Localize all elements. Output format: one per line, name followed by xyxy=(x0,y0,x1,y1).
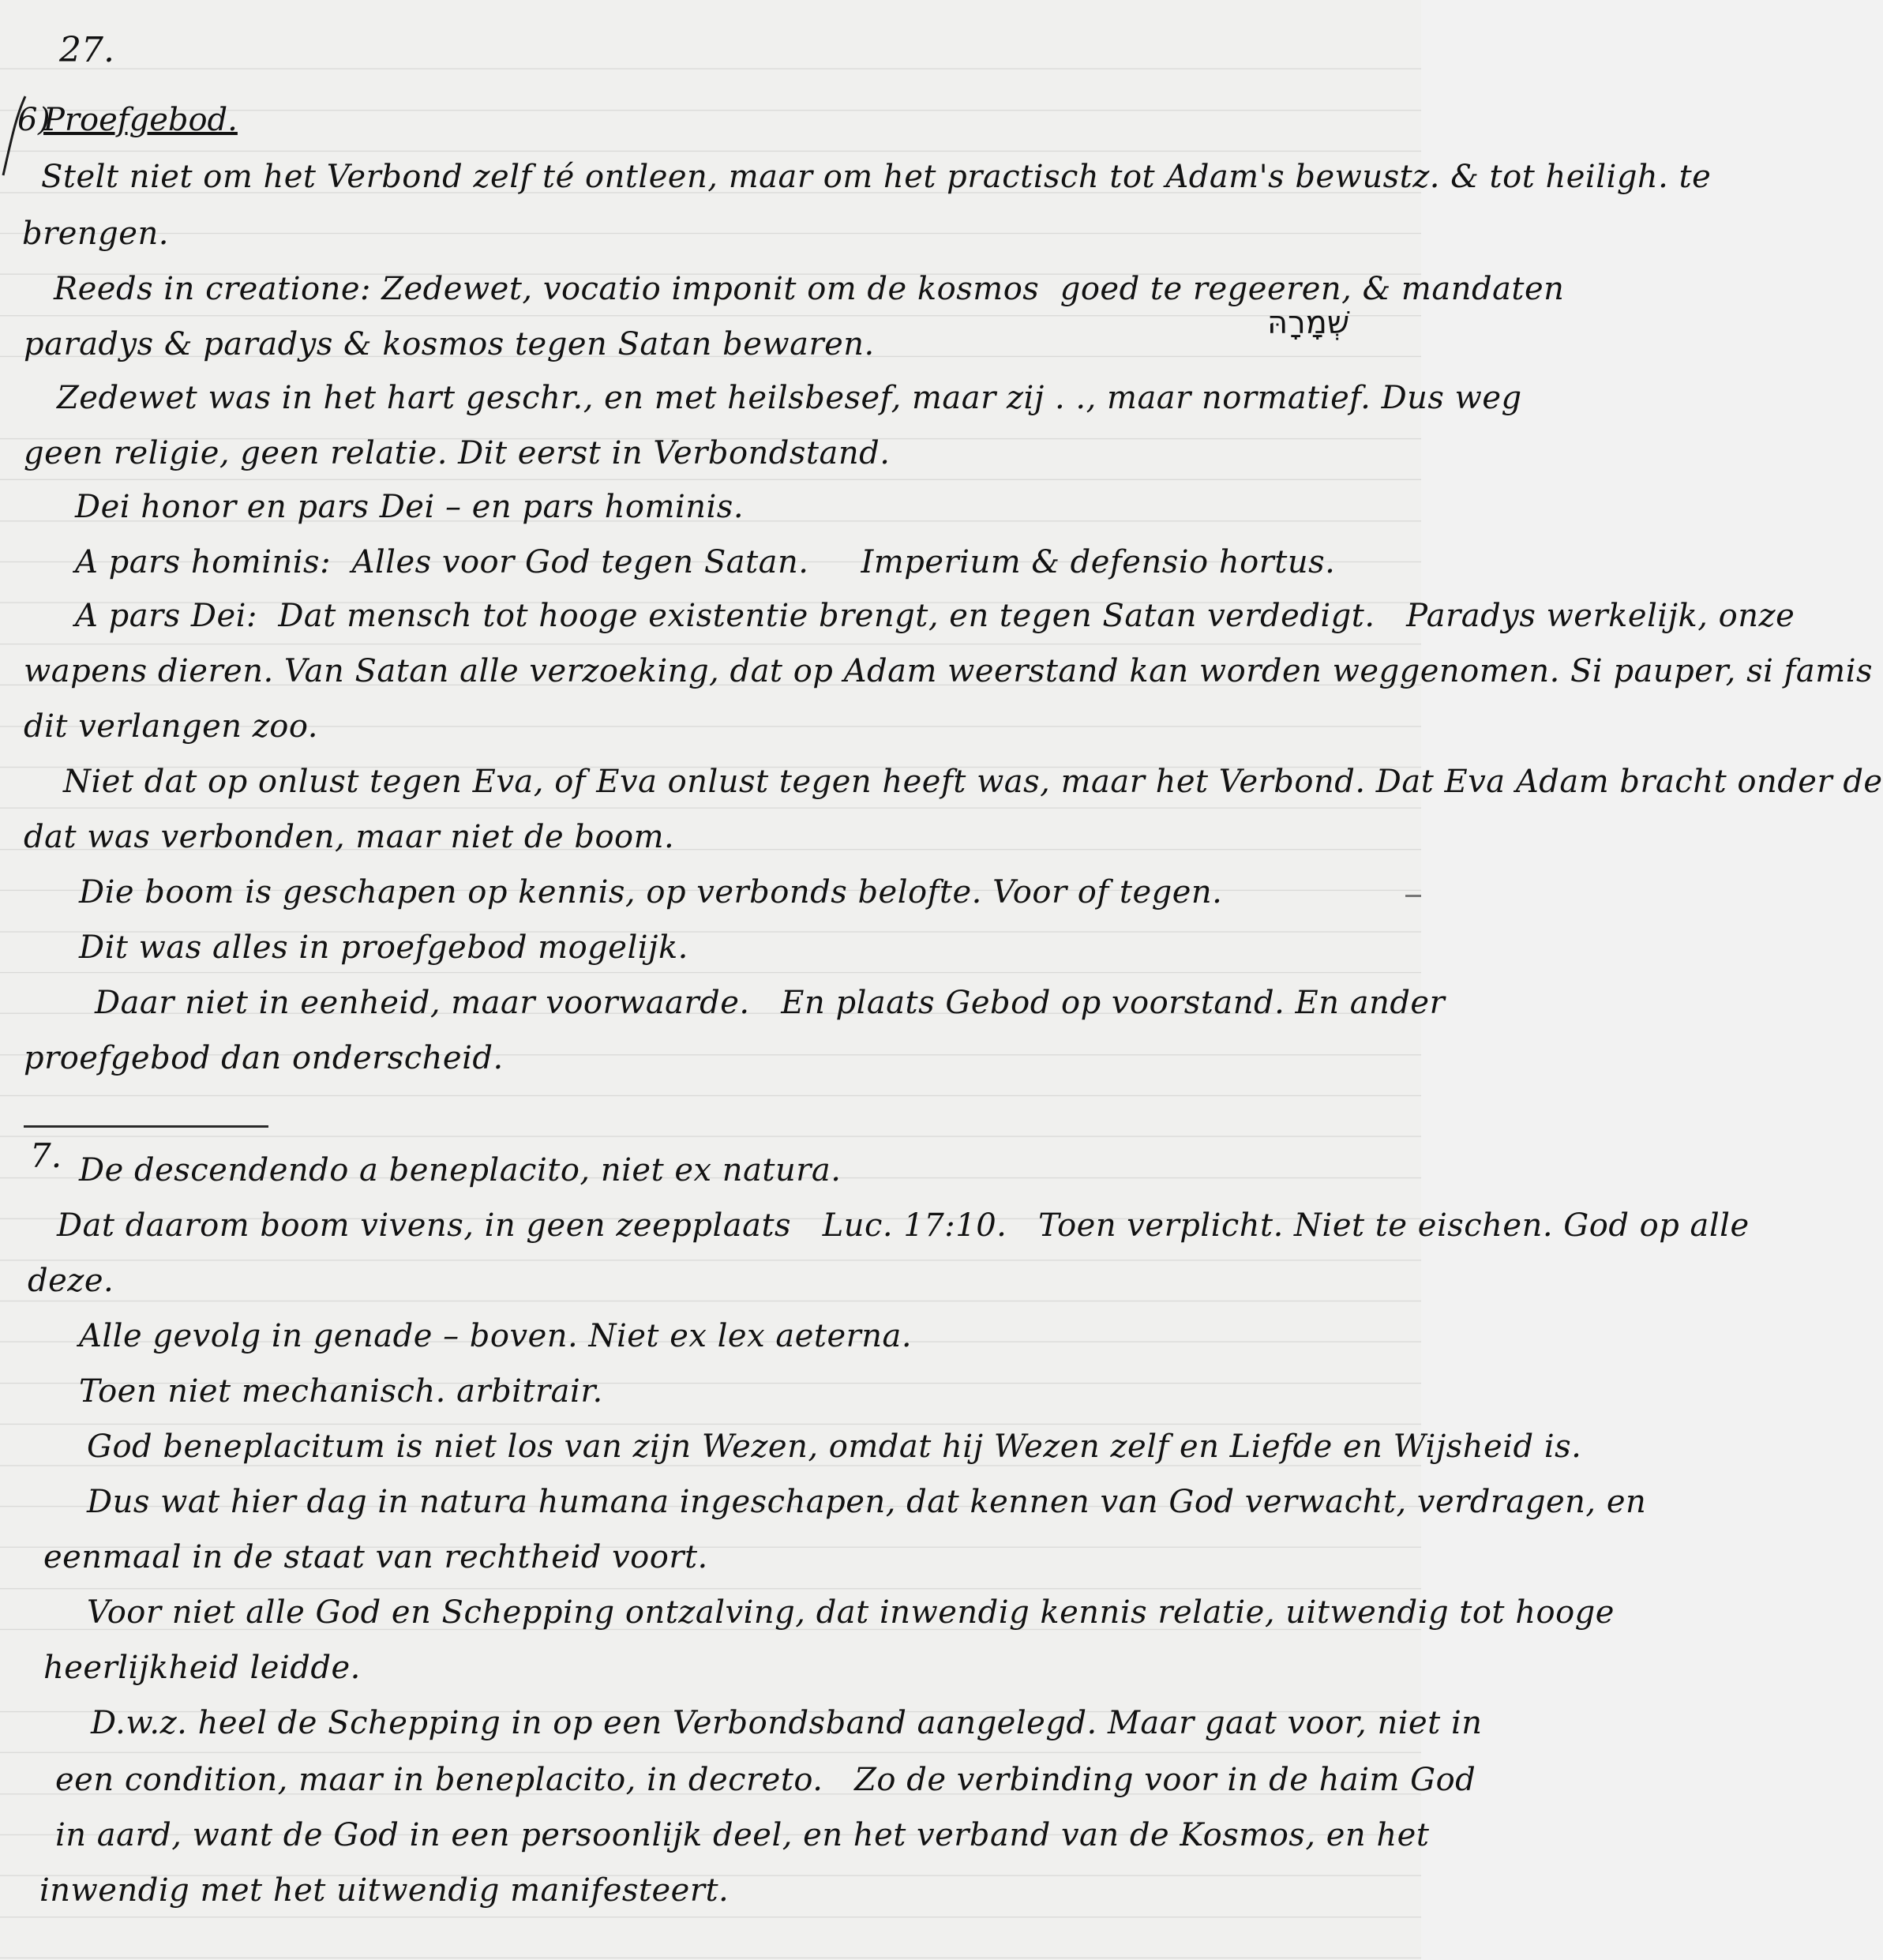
page-number: 27. xyxy=(59,30,114,70)
text-line: Die boom is geschapen op kennis, op verbonds belofte. Voor of tegen. xyxy=(79,874,1223,911)
text-line: brengen. xyxy=(22,216,169,252)
text-line: eenmaal in de staat van rechtheid voort. xyxy=(43,1539,708,1575)
text-line: Dat daarom boom vivens, in geen zeepplaats Luc. 17:10. Toen verplicht. Niet te eischen. God op alle xyxy=(57,1207,1750,1244)
text-line: dit verlangen zoo. xyxy=(24,708,318,745)
text-line: paradys & paradys & kosmos tegen Satan bewaren. xyxy=(24,326,875,362)
section-separator xyxy=(24,1125,268,1128)
hebrew-word: שְׁמָרָהּ xyxy=(1267,305,1350,341)
text-line: Daar niet in eenheid, maar voorwaarde. En plaats Gebod op voorstand. En ander xyxy=(95,985,1446,1021)
section-6-heading: Proefgebod. xyxy=(43,102,238,138)
text-line: een condition, maar in beneplacito, in decreto. Zo de verbinding voor in de haim God xyxy=(55,1762,1476,1798)
text-line: heerlijkheid leidde. xyxy=(43,1650,361,1686)
section-6-marker: 6) xyxy=(17,102,51,138)
text-line: geen religie, geen relatie. Dit eerst in Verbondstand. xyxy=(24,435,891,471)
text-line: proefgebod dan onderscheid. xyxy=(24,1040,504,1076)
text-line: Dus wat hier dag in natura humana ingeschapen, dat kennen van God verwacht, verdragen, en xyxy=(87,1484,1647,1520)
text-line: A pars hominis: Alles voor God tegen Satan. Imperium & defensio hortus. xyxy=(75,544,1336,580)
text-line: Niet dat op onlust tegen Eva, of Eva onlust tegen heeft was, maar het Verbond. Dat Eva Adam bracht onder de xyxy=(63,764,1883,800)
text-line: in aard, want de God in een persoonlijk deel, en het verband van de Kosmos, en het xyxy=(55,1817,1430,1853)
text-line: wapens dieren. Van Satan alle verzoeking, dat op Adam weerstand kan worden weggenomen. Si pauper, si famis xyxy=(24,653,1874,689)
text-line: Zedewet was in het hart geschr., en met heilsbesef, maar zij . ., maar normatief. Dus weg xyxy=(57,380,1522,416)
text-line: deze. xyxy=(28,1263,114,1299)
text-line: Voor niet alle God en Schepping ontzalving, dat inwendig kennis relatie, uitwendig tot hooge xyxy=(87,1594,1615,1631)
text-line: Dit was alles in proefgebod mogelijk. xyxy=(79,929,688,966)
text-line: Toen niet mechanisch. arbitrair. xyxy=(79,1373,603,1410)
margin-tick xyxy=(1405,895,1421,897)
text-line: Reeds in creatione: Zedewet, vocatio imponit om de kosmos goed te regeeren, & mandaten xyxy=(54,271,1565,307)
text-line: dat was verbonden, maar niet de boom. xyxy=(24,819,675,855)
section-7-heading: De descendendo a beneplacito, niet ex natura. xyxy=(79,1152,842,1188)
text-line: D.w.z. heel de Schepping in op een Verbondsband aangelegd. Maar gaat voor, niet in xyxy=(91,1705,1483,1741)
text-line: inwendig met het uitwendig manifesteert. xyxy=(39,1872,730,1909)
text-line: A pars Dei: Dat mensch tot hooge existentie brengt, en tegen Satan verdedigt. Paradys werkelijk, onze xyxy=(75,598,1795,634)
text-line: God beneplacitum is niet los van zijn Wezen, omdat hij Wezen zelf en Liefde en Wijsheid is. xyxy=(87,1429,1582,1465)
section-7-number: 7. xyxy=(30,1136,62,1175)
text-line: Stelt niet om het Verbond zelf té ontleen, maar om het practisch tot Adam's bewustz. & tot heiligh. te xyxy=(41,159,1712,195)
text-line: Alle gevolg in genade – boven. Niet ex lex aeterna. xyxy=(79,1318,913,1354)
text-line: Dei honor en pars Dei – en pars hominis. xyxy=(75,489,745,525)
